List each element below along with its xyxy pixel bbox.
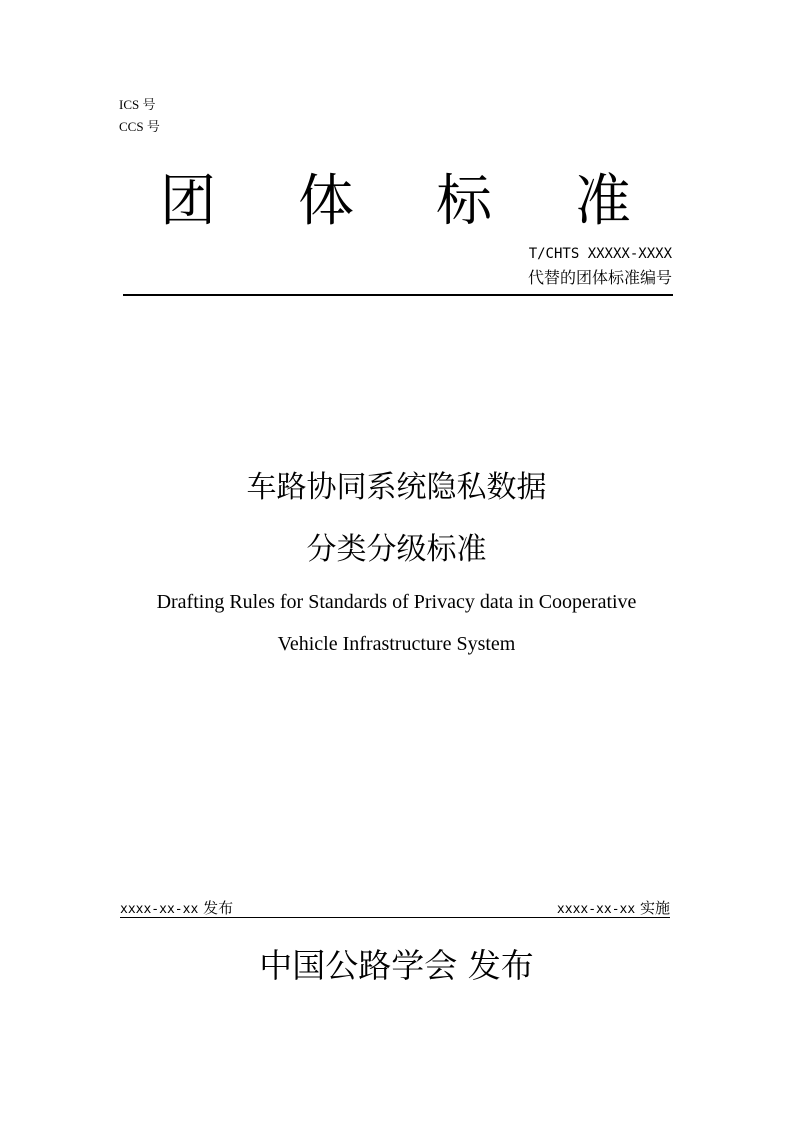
chinese-title-line-2: 分类分级标准 bbox=[306, 532, 487, 567]
header-divider bbox=[123, 294, 673, 296]
publish-date-value: xxxx-xx-xx bbox=[120, 902, 199, 917]
publish-label: 发布 bbox=[203, 899, 234, 917]
standard-type-char-2: 体 bbox=[298, 169, 354, 234]
standard-type-char-1: 团 bbox=[160, 169, 216, 234]
standard-code: T/CHTS XXXXX-XXXX bbox=[528, 246, 672, 262]
ics-number: ICS 号 bbox=[119, 97, 156, 112]
standard-type-char-3: 标 bbox=[436, 169, 492, 234]
ccs-number: CCS 号 bbox=[119, 119, 160, 134]
footer-divider bbox=[120, 917, 670, 918]
standard-type-char-4: 准 bbox=[575, 169, 631, 234]
chinese-title-line-1: 车路协同系统隐私数据 bbox=[246, 470, 547, 505]
english-title-line-2: Vehicle Infrastructure System bbox=[277, 633, 516, 655]
replaced-standard-number: 代替的团体标准编号 bbox=[527, 268, 672, 287]
publisher: 中国公路学会 发布 bbox=[259, 946, 534, 985]
implement-date-value: xxxx-xx-xx bbox=[556, 902, 636, 917]
implement-label: 实施 bbox=[639, 899, 670, 917]
english-title-line-1: Drafting Rules for Standards of Privacy data in Cooperative bbox=[156, 591, 637, 613]
